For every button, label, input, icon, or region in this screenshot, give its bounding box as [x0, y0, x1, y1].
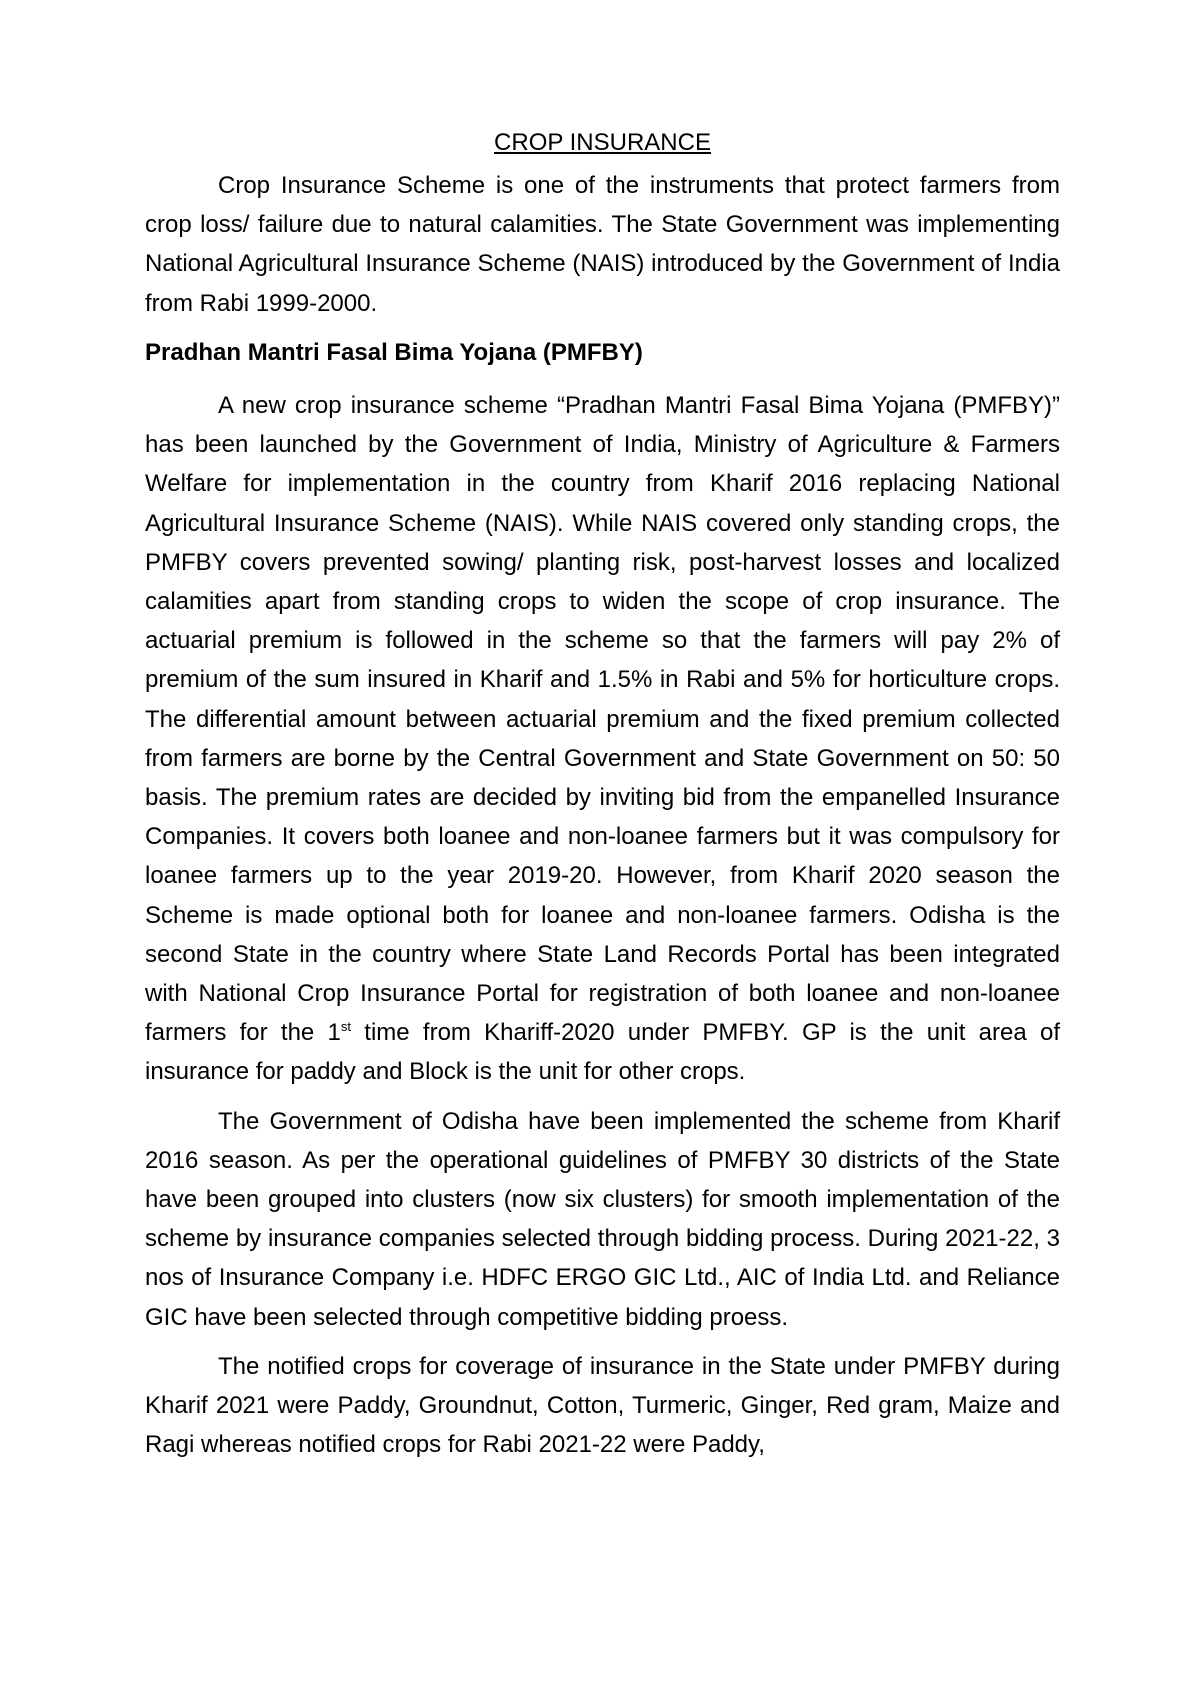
section-heading: Pradhan Mantri Fasal Bima Yojana (PMFBY) — [145, 338, 643, 366]
document-title: CROP INSURANCE — [494, 129, 711, 156]
ordinal-superscript: st — [340, 1019, 352, 1035]
intro-paragraph: Crop Insurance Scheme is one of the instruments that protect farmers from crop loss/ failure due to natural calamities. The State Government was implementing National Agricultural Insurance Scheme (NAIS) introduced by the Government of India from Rabi 1999-2000. — [145, 172, 1060, 317]
pmfby-text-part1: A new crop insurance scheme “Pradhan Mantri Fasal Bima Yojana (PMFBY)” has been launched by the Government of India, Ministry of Agriculture & Farmers Welfare for implementation in the country from Kharif 2016 replacing National Agricultural Insurance Scheme (NAIS). While NAIS covered only standing crops, the PMFBY covers prevented sowing/ planting risk, post-harvest losses and localized calamities apart from standing crops to widen the scope of crop insurance. The actuarial premium is followed in the scheme so that the farmers will pay 2% of premium of the sum insured in Kharif and 1.5% in Rabi and 5% for horticulture crops. The differential amount between actuarial premium and the fixed premium collected from farmers are borne by the Central Government and State Government on 50: 50 basis. The premium rates are decided by inviting bid from the empanelled Insurance Companies. It covers both loanee and non-loanee farmers but it was compulsory for loanee farmers up to the year 2019-20. However, from Kharif 2020 season the Scheme is made optional both for loanee and non-loanee farmers. Odisha is the second State in the country where State Land Records Portal has been integrated with National Crop Insurance Portal for registration of both loanee and non-loanee farmers for the 1 — [145, 392, 1060, 1047]
odisha-implementation-paragraph: The Government of Odisha have been implemented the scheme from Kharif 2016 season. As per the operational guidelines of PMFBY 30 districts of the State have been grouped into clusters (now six clusters) for smooth implementation of the scheme by insurance companies selected through bidding process. During 2021-22, 3 nos of Insurance Company i.e. HDFC ERGO GIC Ltd., AIC of India Ltd. and Reliance GIC have been selected through competitive bidding proess. — [145, 1107, 1060, 1331]
pmfby-text-part2: time from Khariff-2020 under PMFBY. GP is the unit area of insurance for paddy and Block is the unit for other crops. — [145, 1019, 1060, 1086]
notified-crops-paragraph: The notified crops for coverage of insurance in the State under PMFBY during Kharif 2021 were Paddy, Groundnut, Cotton, Turmeric, Ginger, Red gram, Maize and Ragi whereas notified crops for Rabi 2021-22 were Paddy, — [145, 1352, 1060, 1459]
pmfby-paragraph — [145, 386, 1060, 1092]
document-page — [145, 128, 1060, 1475]
